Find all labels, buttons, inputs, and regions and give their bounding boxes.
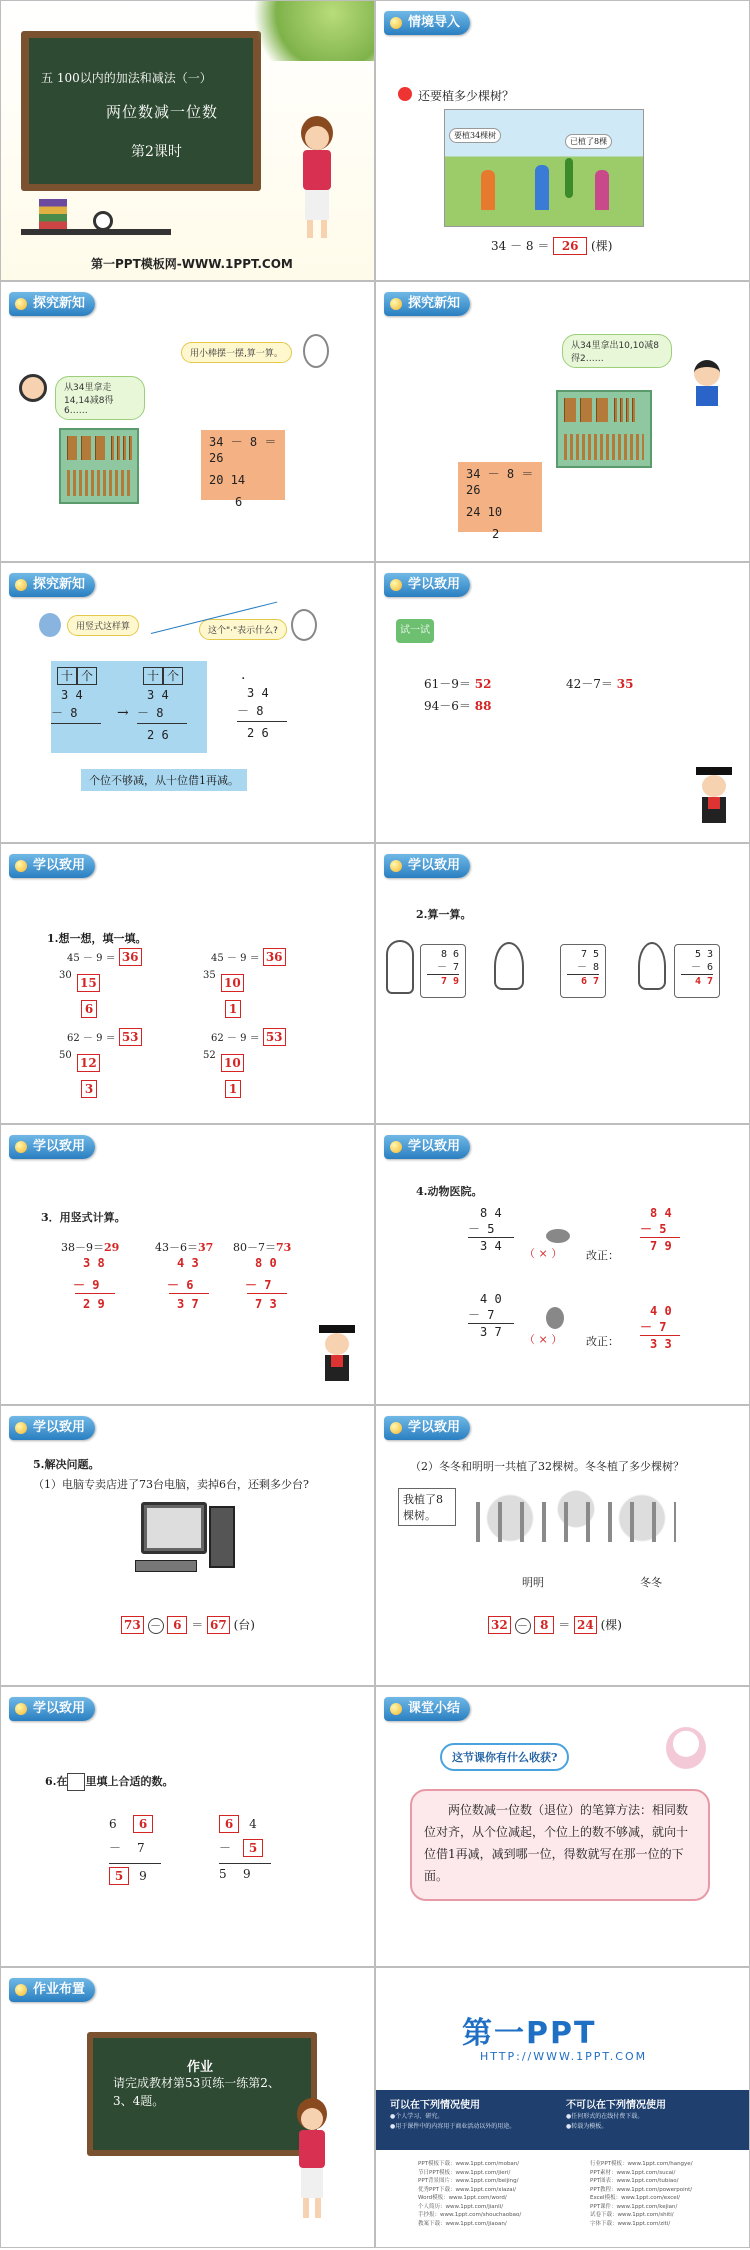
vertical-calc-2 bbox=[155, 1239, 213, 1312]
item-top: 8 4 bbox=[480, 1206, 502, 1220]
decompose-item-3 bbox=[59, 1028, 142, 1096]
fix-result: 3 3 bbox=[650, 1337, 672, 1351]
tens-label: 十 bbox=[143, 667, 163, 685]
cannot-use-item: ●转载为模板。 bbox=[566, 2123, 608, 2130]
calc-top: 8 0 bbox=[255, 1256, 277, 1270]
decompose-item-1 bbox=[59, 948, 142, 1016]
section-tag: 探究新知 bbox=[384, 292, 470, 316]
calc-answer: 29 bbox=[104, 1241, 120, 1254]
operand-b[interactable]: 6 bbox=[167, 1616, 187, 1634]
animal-patient-icon bbox=[546, 1307, 564, 1329]
digit: 7 bbox=[137, 1841, 145, 1855]
speech-bubble-left: 用竖式这样算 bbox=[67, 615, 139, 636]
vertical-calc-panel bbox=[51, 661, 207, 753]
footer-link[interactable]: PPT课件：www.1ppt.com/kejian/ bbox=[590, 2203, 678, 2210]
speech-bubble-right: 这个"·"表示什么? bbox=[199, 619, 287, 640]
dog-icon bbox=[494, 942, 524, 990]
result-box[interactable]: 24 bbox=[574, 1616, 597, 1634]
books-icon bbox=[39, 199, 67, 229]
decompose-item-2 bbox=[203, 948, 286, 1016]
decompose-card bbox=[458, 462, 542, 541]
footer-link[interactable]: PPT图表：www.1ppt.com/tubiao/ bbox=[590, 2178, 679, 2184]
calc-equation: 80－7＝ bbox=[233, 1241, 276, 1254]
brand-logo: 第一PPT bbox=[462, 2016, 597, 2051]
problem-text: （2）冬冬和明明一共植了32棵树。冬冬植了多少棵树？ bbox=[410, 1460, 684, 1473]
footer-link[interactable]: 节日PPT模板：www.1ppt.com/jieri/ bbox=[418, 2169, 511, 2176]
speech-bubble-1: 要植34棵树 bbox=[449, 128, 501, 143]
unit-text: (棵) bbox=[600, 1618, 622, 1632]
speech-bubble-right: 用小棒摆一摆,算一算。 bbox=[181, 342, 292, 363]
unit-label: 五 100以内的加法和减法（一） bbox=[41, 71, 212, 85]
exercise-title: 4.动物医院。 bbox=[416, 1185, 483, 1198]
desk-edge bbox=[21, 229, 171, 235]
hospital-item-2 bbox=[468, 1291, 672, 1351]
teacher-figure bbox=[291, 116, 341, 241]
slide-16-credits[interactable] bbox=[375, 1967, 750, 2248]
exercise-answer: 35 bbox=[616, 677, 634, 691]
place-header-1 bbox=[57, 665, 97, 685]
card-answer: 7 9 bbox=[440, 976, 459, 987]
slide-4-explore[interactable] bbox=[375, 281, 750, 562]
footer-link[interactable]: 个人简历：www.1ppt.com/jianli/ bbox=[418, 2203, 504, 2210]
decompose-card bbox=[201, 430, 285, 509]
calc-a-line1: 3 4 bbox=[61, 688, 83, 702]
card-answer: 4 7 bbox=[694, 976, 713, 987]
section-tag: 学以致用 bbox=[9, 1416, 95, 1440]
empty-box-icon bbox=[67, 1773, 85, 1791]
vertical-calc-1 bbox=[61, 1239, 119, 1312]
calc-answer: 73 bbox=[276, 1241, 292, 1254]
filled-box[interactable]: 6 bbox=[219, 1815, 239, 1833]
tree-planting-scene bbox=[444, 109, 644, 227]
exercise-3 bbox=[424, 697, 491, 714]
section-tag: 探究新知 bbox=[9, 292, 95, 316]
try-badge: 试一试 bbox=[396, 619, 434, 643]
wrong-mark: （ × ） bbox=[524, 1247, 563, 1260]
footer-link[interactable]: 试卷下载：www.1ppt.com/shiti/ bbox=[590, 2212, 674, 2218]
item-box[interactable]: 12 bbox=[77, 1054, 100, 1072]
rule-note: 个位不够减，从十位借1再减。 bbox=[81, 769, 247, 791]
can-use-item: ●个人学习、研究。 bbox=[390, 2113, 444, 2120]
summary-box: 两位数减一位数（退位）的笔算方法：相同数位对齐，从个位减起，个位上的数不够减，就向十位借1再减，减到哪一位，得数就写在那一位的下面。 bbox=[410, 1789, 710, 1901]
item-sub: － 5 bbox=[468, 1222, 495, 1236]
exercise-2 bbox=[566, 675, 633, 692]
calc-a-rule bbox=[51, 723, 101, 724]
calc-top: 34 － 8 ＝ 26 bbox=[466, 467, 534, 497]
calc-card-3 bbox=[674, 944, 720, 998]
homework-title: 作业 bbox=[187, 2060, 214, 2075]
speech-box: 我植了8棵树。 bbox=[398, 1488, 456, 1526]
fix-label: 改正： bbox=[586, 1335, 619, 1348]
question-bubble: 这节课你有什么收获? bbox=[440, 1743, 569, 1771]
calc-c-line3: 2 6 bbox=[247, 726, 269, 740]
digit: 4 bbox=[249, 1817, 257, 1831]
problem-text: （1）电脑专卖店进了73台电脑，卖掉6台，还剩多少台? bbox=[33, 1478, 309, 1491]
sticks-bundle-panel bbox=[59, 428, 139, 504]
item-box[interactable]: 10 bbox=[221, 974, 244, 992]
slide-1-title[interactable] bbox=[0, 0, 375, 281]
answer-box[interactable]: 26 bbox=[553, 237, 587, 255]
result-box[interactable]: 67 bbox=[207, 1616, 230, 1634]
footer-link[interactable]: 教案下载：www.1ppt.com/jiaoan/ bbox=[418, 2220, 507, 2227]
brand-url[interactable]: HTTP://WWW.1PPT.COM bbox=[480, 2050, 648, 2063]
doctor-figure bbox=[317, 1325, 357, 1391]
name-label-1: 明明 bbox=[522, 1576, 544, 1589]
calc-a-line2: － 8 bbox=[51, 706, 78, 720]
slide-6-practice[interactable] bbox=[375, 562, 750, 843]
calc-top: 4 3 bbox=[177, 1256, 199, 1270]
calc-b-line3: 2 6 bbox=[147, 728, 169, 742]
fill-calc-left bbox=[109, 1815, 169, 1888]
calc-card-1 bbox=[420, 944, 466, 998]
item-equation: 62 － 9 ＝ bbox=[67, 1033, 116, 1044]
cannot-use-title: 不可以在下列情况使用 bbox=[566, 2100, 666, 2111]
tens-label: 十 bbox=[57, 667, 77, 685]
name-label-2: 冬冬 bbox=[640, 1576, 662, 1589]
footer-link[interactable]: 行业PPT模板：www.1ppt.com/hangye/ bbox=[590, 2161, 693, 2167]
calc-equation: 43－6＝ bbox=[155, 1241, 198, 1254]
rabbit-avatar bbox=[291, 609, 317, 641]
card-top: 7 5 bbox=[580, 949, 599, 960]
borrow-dot: . bbox=[241, 667, 246, 683]
item-answer[interactable]: 36 bbox=[119, 948, 142, 966]
calc-sub: － 9 bbox=[73, 1278, 100, 1292]
animal-patient-icon bbox=[546, 1229, 570, 1243]
calc-b-line1: 3 4 bbox=[147, 688, 169, 702]
fix-sub: － 7 bbox=[640, 1320, 667, 1334]
fix-label: 改正： bbox=[586, 1249, 619, 1262]
calc-card-2 bbox=[560, 944, 606, 998]
ones-label: 个 bbox=[77, 667, 97, 685]
angel-icon bbox=[666, 1727, 706, 1769]
title-prefix: 6.在 bbox=[45, 1775, 68, 1788]
calc-b-rule bbox=[137, 723, 187, 724]
footer-link[interactable]: 手抄报：www.1ppt.com/shouchaobao/ bbox=[418, 2212, 522, 2218]
equation-line bbox=[491, 237, 612, 255]
slide-11-problem1[interactable] bbox=[0, 1405, 375, 1686]
fix-sub: － 5 bbox=[640, 1222, 667, 1236]
slide-5-explore[interactable] bbox=[0, 562, 375, 843]
cannot-use-list bbox=[566, 2112, 643, 2132]
answer-equation bbox=[488, 1616, 622, 1634]
place-header-2 bbox=[143, 665, 183, 685]
slide-13-fill-boxes[interactable] bbox=[0, 1686, 375, 1967]
slide-8-exercise2[interactable] bbox=[375, 843, 750, 1124]
slide-10-exercise4[interactable] bbox=[375, 1124, 750, 1405]
card-sub: － 7 bbox=[436, 962, 459, 973]
footer-link[interactable]: PPT教程：www.1ppt.com/powerpoint/ bbox=[590, 2186, 693, 2193]
hospital-item-1 bbox=[468, 1205, 672, 1262]
footer-link[interactable]: 优秀PPT下载：www.1ppt.com/xiazai/ bbox=[418, 2186, 517, 2193]
exercise-title: 1.想一想，填一填。 bbox=[47, 932, 147, 945]
exercise-title: 5.解决问题。 bbox=[33, 1458, 100, 1471]
digit: 5 bbox=[219, 1867, 227, 1881]
section-tag: 学以致用 bbox=[384, 573, 470, 597]
footer-link[interactable]: PPT背景图片：www.1ppt.com/beijing/ bbox=[418, 2178, 519, 2184]
exercise-title: 2.算一算。 bbox=[416, 908, 472, 921]
footer-link[interactable]: Excel模板：www.1ppt.com/excel/ bbox=[590, 2195, 681, 2201]
section-tag: 学以致用 bbox=[384, 1135, 470, 1159]
item-sub: － 7 bbox=[468, 1308, 495, 1322]
computer-icon bbox=[141, 1502, 237, 1572]
title-suffix: 里填上合适的数。 bbox=[85, 1775, 174, 1788]
slide-2-intro[interactable] bbox=[375, 0, 750, 281]
item-equation: 62 － 9 ＝ bbox=[211, 1033, 260, 1044]
section-tag: 课堂小结 bbox=[384, 1697, 470, 1721]
boy-avatar bbox=[694, 360, 720, 386]
item-equation: 45 － 9 ＝ bbox=[67, 953, 116, 964]
equals-sign: ＝ bbox=[191, 1618, 204, 1632]
question-text: 还要植多少棵树？ bbox=[418, 89, 515, 103]
calc-c-line1: 3 4 bbox=[247, 686, 269, 700]
slide-12-problem2[interactable] bbox=[375, 1405, 750, 1686]
ones-label: 个 bbox=[163, 667, 183, 685]
calc-sub: － 7 bbox=[245, 1278, 272, 1292]
clock-icon bbox=[93, 211, 113, 231]
section-tag: 学以致用 bbox=[9, 1697, 95, 1721]
item-answer[interactable]: 53 bbox=[263, 1028, 286, 1046]
item-box[interactable]: 10 bbox=[221, 1054, 244, 1072]
filled-box[interactable]: 5 bbox=[109, 1867, 129, 1885]
vertical-calc-3 bbox=[233, 1239, 291, 1312]
section-tag: 学以致用 bbox=[9, 1135, 95, 1159]
exercise-title: 3．用竖式计算。 bbox=[41, 1211, 126, 1224]
calc-result: 7 3 bbox=[255, 1297, 277, 1311]
calc-sub: － 6 bbox=[167, 1278, 194, 1292]
exercise-answer: 88 bbox=[474, 699, 492, 713]
fix-top: 8 4 bbox=[650, 1206, 672, 1220]
can-use-item: ●用于课件中的内容用于商业活动以外的用途。 bbox=[390, 2123, 516, 2130]
speech-bubble-left: 从34里拿走14,14减8得6…… bbox=[55, 376, 145, 420]
section-tag: 作业布置 bbox=[9, 1978, 95, 2002]
item-bottom[interactable]: 3 bbox=[81, 1080, 97, 1098]
section-tag: 探究新知 bbox=[9, 573, 95, 597]
card-sub: － 8 bbox=[576, 962, 599, 973]
operand-a[interactable]: 32 bbox=[488, 1616, 511, 1634]
item-left-part: 50 bbox=[59, 1050, 72, 1061]
cannot-use-item: ●任何形式的在线付费下载。 bbox=[566, 2113, 644, 2120]
links-left bbox=[418, 2160, 521, 2228]
operand-a[interactable]: 73 bbox=[121, 1616, 144, 1634]
answer-equation bbox=[121, 1616, 255, 1634]
item-answer[interactable]: 36 bbox=[263, 948, 286, 966]
slide-9-exercise3[interactable] bbox=[0, 1124, 375, 1405]
calc-bottom: 2 bbox=[492, 527, 500, 541]
unit-text: (棵) bbox=[591, 239, 613, 253]
exercise-title bbox=[45, 1773, 173, 1791]
footer-link[interactable]: PPT素材：www.1ppt.com/sucai/ bbox=[590, 2169, 676, 2176]
teacher-figure bbox=[289, 2098, 333, 2228]
card-top: 8 6 bbox=[440, 949, 459, 960]
slide-15-homework[interactable] bbox=[0, 1967, 375, 2248]
section-tag: 学以致用 bbox=[384, 1416, 470, 1440]
rabbit-avatar bbox=[303, 334, 329, 368]
item-wrong: 3 4 bbox=[480, 1239, 502, 1253]
calc-mid: 24 10 bbox=[466, 505, 503, 519]
links-right bbox=[590, 2160, 693, 2228]
equation-text: 34 － 8 ＝ bbox=[491, 239, 550, 253]
operand-b[interactable]: 8 bbox=[534, 1616, 554, 1634]
exercise-1 bbox=[424, 675, 491, 692]
digit: 6 bbox=[109, 1817, 117, 1831]
fill-calc-right bbox=[219, 1815, 279, 1888]
homework-text: 请完成教材第53页练一练第2、3、4题。 bbox=[113, 2076, 280, 2108]
section-tag: 情境导入 bbox=[384, 11, 470, 35]
card-answer: 6 7 bbox=[580, 976, 599, 987]
footer-link[interactable]: 字体下载：www.1ppt.com/ziti/ bbox=[590, 2220, 671, 2227]
footer-link[interactable]: Word模板：www.1ppt.com/word/ bbox=[418, 2195, 507, 2201]
calc-result: 3 7 bbox=[177, 1297, 199, 1311]
section-tag: 学以致用 bbox=[384, 854, 470, 878]
calc-top: 34 － 8 ＝ 26 bbox=[209, 435, 277, 465]
item-top: 4 0 bbox=[480, 1292, 502, 1306]
item-bottom[interactable]: 1 bbox=[225, 1080, 241, 1098]
exercise-answer: 52 bbox=[474, 677, 492, 691]
doctor-figure bbox=[694, 767, 734, 833]
item-bottom[interactable]: 6 bbox=[81, 1000, 97, 1018]
fix-top: 4 0 bbox=[650, 1304, 672, 1318]
exercise-question: 94－6＝ bbox=[424, 699, 471, 713]
rabbit-icon bbox=[386, 940, 414, 994]
calc-c-line2: － 8 bbox=[237, 704, 264, 718]
filled-box[interactable]: 6 bbox=[133, 1815, 153, 1833]
can-use-list bbox=[390, 2112, 515, 2132]
can-use-title: 可以在下列情况使用 bbox=[390, 2100, 480, 2111]
operator-circle[interactable]: － bbox=[515, 1618, 531, 1634]
slide-7-exercise1[interactable] bbox=[0, 843, 375, 1124]
calc-answer: 37 bbox=[198, 1241, 214, 1254]
minus-sign: － bbox=[219, 1841, 232, 1855]
fix-result: 7 9 bbox=[650, 1239, 672, 1253]
item-left-part: 30 bbox=[59, 970, 72, 981]
digit: 9 bbox=[243, 1867, 251, 1881]
slide-3-explore[interactable] bbox=[0, 281, 375, 562]
exercise-question: 42－7＝ bbox=[566, 677, 613, 691]
section-tag: 学以致用 bbox=[9, 854, 95, 878]
cat-icon bbox=[638, 942, 666, 990]
calc-b-line2: － 8 bbox=[137, 706, 164, 720]
operator-circle[interactable]: － bbox=[148, 1618, 164, 1634]
exercise-question: 61－9＝ bbox=[424, 677, 471, 691]
equals-sign: ＝ bbox=[558, 1618, 571, 1632]
filled-box[interactable]: 5 bbox=[243, 1839, 263, 1857]
calc-mid: 20 14 bbox=[209, 473, 246, 487]
item-wrong: 3 7 bbox=[480, 1325, 502, 1339]
speech-bubble-2: 已植了8棵 bbox=[565, 134, 612, 149]
digit: 9 bbox=[139, 1869, 147, 1883]
sticks-bundle-panel bbox=[556, 390, 652, 468]
item-bottom[interactable]: 1 bbox=[225, 1000, 241, 1018]
card-top: 5 3 bbox=[694, 949, 713, 960]
fix-calc bbox=[640, 1205, 680, 1254]
arrow-icon: → bbox=[117, 705, 129, 721]
calc-result: 2 9 bbox=[83, 1297, 105, 1311]
apple-icon bbox=[398, 87, 412, 101]
decompose-item-4 bbox=[203, 1028, 286, 1096]
calc-equation: 38－9＝ bbox=[61, 1241, 104, 1254]
minus-sign: － bbox=[109, 1841, 122, 1855]
calc-bottom: 6 bbox=[235, 495, 243, 509]
footer-link[interactable]: PPT模板下载：www.1ppt.com/moban/ bbox=[418, 2161, 520, 2167]
item-equation: 45 － 9 ＝ bbox=[211, 953, 260, 964]
site-caption: 第一PPT模板网-WWW.1PPT.COM bbox=[91, 257, 293, 271]
trees-scene bbox=[466, 1482, 686, 1572]
slide-14-summary[interactable] bbox=[375, 1686, 750, 1967]
lesson-label: 第2课时 bbox=[131, 144, 182, 160]
boy-shirt bbox=[696, 386, 718, 406]
item-answer[interactable]: 53 bbox=[119, 1028, 142, 1046]
calc-c-rule bbox=[237, 721, 287, 722]
card-sub: － 6 bbox=[690, 962, 713, 973]
boy-avatar bbox=[19, 374, 47, 402]
speech-bubble: 从34里拿出10,10减8得2…… bbox=[562, 334, 672, 368]
leaves-decoration bbox=[231, 1, 375, 61]
mouse-avatar bbox=[39, 613, 61, 637]
calc-top: 3 8 bbox=[83, 1256, 105, 1270]
item-left-part: 35 bbox=[203, 970, 216, 981]
wrong-mark: （ × ） bbox=[524, 1333, 563, 1346]
fix-calc bbox=[640, 1303, 680, 1352]
slide-title: 两位数减一位数 bbox=[106, 103, 219, 121]
unit-text: (台) bbox=[233, 1618, 255, 1632]
item-box[interactable]: 15 bbox=[77, 974, 100, 992]
item-left-part: 52 bbox=[203, 1050, 216, 1061]
